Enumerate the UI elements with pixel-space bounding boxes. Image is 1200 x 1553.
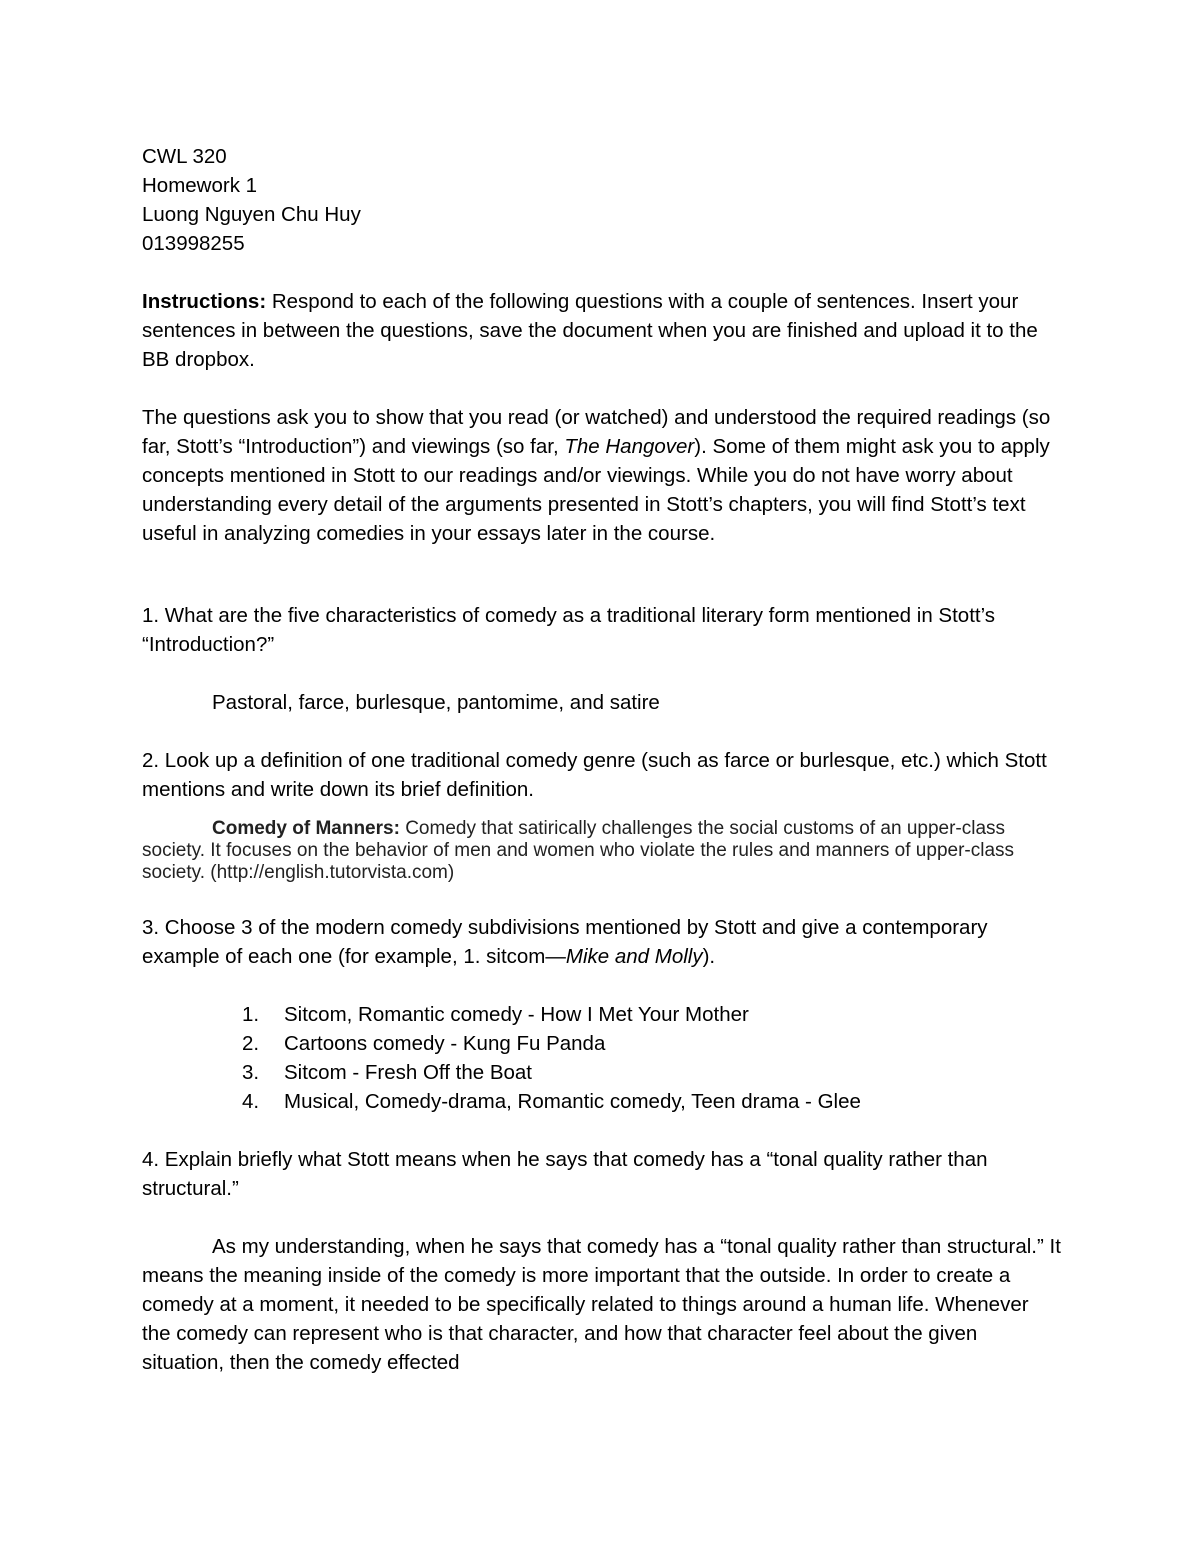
- list-item-number: 4.: [242, 1090, 260, 1113]
- list-item-number: 3.: [242, 1061, 260, 1084]
- question-2: 2. Look up a definition of one traditional comedy genre (such as farce or burlesque, etc.) which Stott mentions and write down its brief definition.: [142, 749, 1047, 801]
- instructions-text: Respond to each of the following questions with a couple of sentences. Insert your sentences in between the questions, save the document when you are finished and upload it to the BB dropbox.: [142, 290, 1038, 371]
- question-3: [142, 913, 1062, 971]
- answer-1: Pastoral, farce, burlesque, pantomime, and satire: [212, 691, 660, 714]
- intro-text-part1: The questions ask you to show that you read (or watched) and understood the required readings (so far, Stott’s “Introduction”) and viewings (so far,: [142, 406, 1051, 458]
- list-item-number: 1.: [242, 1003, 260, 1026]
- intro-film-title: The Hangover: [564, 435, 695, 458]
- instructions-label: Instructions:: [142, 290, 267, 313]
- list-item: [242, 1058, 1062, 1087]
- answer-3-list: [142, 1000, 1062, 1116]
- question-3-part1: 3. Choose 3 of the modern comedy subdivisions mentioned by Stott and give a contemporary example of each one (for example, 1. sitcom—: [142, 916, 988, 968]
- intro-paragraph: [142, 403, 1062, 548]
- answer-2: [142, 818, 1062, 884]
- list-item: [242, 1000, 1062, 1029]
- list-item: [242, 1029, 1062, 1058]
- question-4: 4. Explain briefly what Stott means when he says that comedy has a “tonal quality rather than structural.”: [142, 1148, 988, 1200]
- answer-2-term: Comedy of Manners:: [212, 818, 400, 839]
- question-3-example-title: Mike and Molly: [565, 945, 703, 968]
- question-1: 1. What are the five characteristics of comedy as a traditional literary form mentioned in Stott’s “Introduction?”: [142, 604, 996, 656]
- list-item-text: Sitcom, Romantic comedy - How I Met Your Mother: [284, 1003, 749, 1026]
- intro-text-part2: ). Some of them might ask you to apply concepts mentioned in Stott to our readings and/or viewings. While you do not have worry about understanding every detail of the arguments presented in Stott’s chapters, you will find Stott’s text useful in analyzing comedies in your essays later in the course.: [142, 435, 1050, 545]
- answer-2-definition: Comedy that satirically challenges the social customs of an upper-class society. It focuses on the behavior of men and women who violate the rules and manners of upper-class society. (http://english.tutorvista.com): [142, 818, 1015, 883]
- list-item-number: 2.: [242, 1032, 260, 1055]
- list-item: [242, 1087, 1062, 1116]
- list-item-text: Sitcom - Fresh Off the Boat: [284, 1061, 532, 1084]
- list-item-text: Cartoons comedy - Kung Fu Panda: [284, 1032, 606, 1055]
- answer-4: As my understanding, when he says that comedy has a “tonal quality rather than structural.” It means the meaning inside of the comedy is more important that the outside. In order to create a comedy at a moment, it needed to be specifically related to things around a human life. Whenever the comedy can represent who is that character, and how that character feel about the given situation, then the comedy effected: [142, 1235, 1061, 1374]
- course-code: CWL 320: [142, 145, 227, 168]
- header-block: [142, 142, 1062, 258]
- question-3-part2: ).: [702, 945, 716, 968]
- document-page: [142, 142, 1062, 1377]
- student-id: 013998255: [142, 232, 245, 255]
- instructions-paragraph: [142, 287, 1062, 374]
- list-item-text: Musical, Comedy-drama, Romantic comedy, Teen drama - Glee: [284, 1090, 861, 1113]
- student-name: Luong Nguyen Chu Huy: [142, 203, 361, 226]
- assignment-title: Homework 1: [142, 174, 258, 197]
